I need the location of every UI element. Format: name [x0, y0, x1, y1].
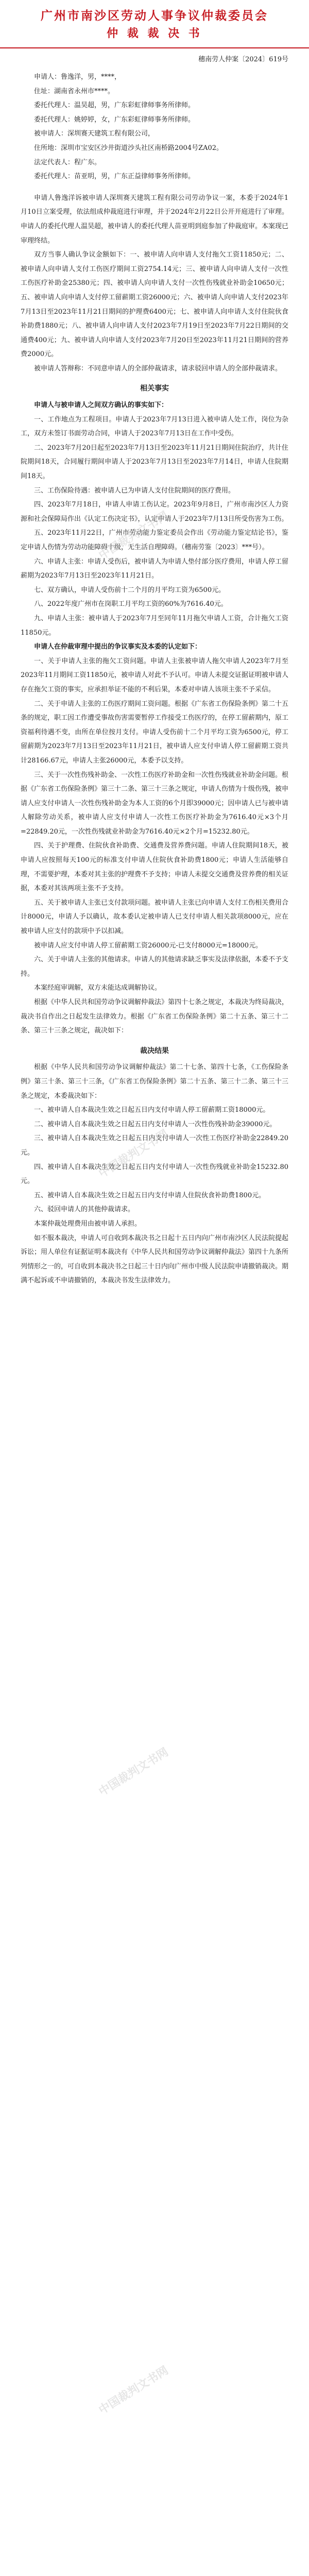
body-paragraph: 九、申请人主张：被申请人于2023年7月至同年11月拖欠申请人工资，合计拖欠工资11850元。 [21, 614, 288, 637]
body-paragraph: 二、被申请人自本裁决生效之日起五日内支付申请人一次性伤残补助金39000元。 [34, 1120, 277, 1128]
body-paragraph: 三、工伤保险待遇：被申请人已为申请人支付住院期间的医疗费用。 [34, 486, 235, 495]
body-paragraph: 二、2023年7月20日起至2023年7月13日至2023年11月21日期间住院治疗，共计住院期间18天，合同履行期间申请人于2023年7月13日至2023年7月14日，申请人住院期间18天。 [21, 444, 288, 481]
body-paragraph: 一、被申请人自本裁决生效之日起五日内支付申请人停工留薪期工资18000元。 [34, 1106, 270, 1114]
body-paragraph: 本案经庭审调解，双方未能达成调解协议。 [34, 984, 162, 992]
party-line: 申请人：鲁逸洋，男，****， [34, 73, 122, 81]
body-paragraph: 五、被申请人自本裁决生效之日起五日内支付申请人住院伙食补助费1800元。 [34, 1191, 266, 1199]
party-line: 住址：湖南省永州市****。 [34, 87, 115, 95]
body-paragraph: 六、驳回申请人的其他仲裁请求。 [34, 1206, 135, 1214]
body-paragraph: 根据《中华人民共和国劳动争议调解仲裁法》第二十七条、第四十七条，《工伤保险条例》第三十条、第三十三条，《广东省工伤保险条例》第二十五条、第三十二条、第三十三条之规定，本委裁决如下： [21, 1063, 288, 1100]
intro-paragraph: 申请人鲁逸洋诉被申请人深圳赛天建筑工程有限公司劳动争议一案，本委于2024年1月10日立案受理，依法组成仲裁庭进行审理，并于2024年2月22日公开开庭进行了审理。申请人的委托代理人温昊超，被申请人的委托代理人苗亚明到庭参加了仲裁庭审。本案现已审理终结。 [21, 194, 289, 245]
body-paragraph: 四、被申请人自本裁决生效之日起五日内支付申请人一次性伤残就业补助金15232.80元。 [21, 1163, 288, 1185]
body-paragraph: 被申请人应支付申请人停工留薪期工资26000元-已支付8000元=18000元。 [34, 941, 263, 950]
body-paragraph: 八、2022年度广州市在岗职工月平均工资的60%为7616.40元。 [34, 600, 228, 608]
case-number: 穗南劳人仲案〔2024〕619号 [198, 56, 288, 63]
body-paragraph: 一、关于申请人主张的拖欠工资问题。申请人主张被申请人拖欠申请人2023年7月至2023年11月期间工资11850元，被申请人对此不予认可。申请人未提交证据证明被申请人存在拖欠工资的事实，应承担举证不能的不利后果，本委对申请人该项主张不予采信。 [21, 657, 288, 693]
party-line: 住所地：深圳市宝安区沙井街道沙头社区南桥路2004号ZA02。 [34, 144, 224, 152]
body-paragraph: 四、2023年7月18日，申请人申请工伤认定。2023年9月8日，广州市南沙区人力资源和社会保障局作出《认定工伤决定书》，认定申请人于2023年7月13日所受伤害为工伤。 [21, 501, 288, 523]
org-title: 广州市南沙区劳动人事争议仲裁委员会 [41, 9, 268, 23]
body-paragraph: 本案仲裁处理费用由被申请人承担。 [34, 1219, 142, 1228]
body-paragraph: 三、被申请人自本裁决生效之日起五日内支付申请人一次性工伤医疗补助金22849.20元。 [21, 1134, 288, 1157]
parties-block [21, 70, 288, 184]
subsection-heading: 申请人与被申请人之间双方确认的事实如下： [34, 401, 168, 410]
body-paragraph: 七、双方确认，申请人受伤前十二个月的月平均工资为6500元。 [34, 586, 226, 594]
subsection-heading: 申请人在仲裁审理中提出的争议事实及本委的认定如下： [34, 643, 202, 651]
body-paragraph: 五、2023年11月22日，广州市劳动能力鉴定委员会作出《劳动能力鉴定结论书》，鉴定申请人伤情为劳动功能障碍十级，无生活自理障碍。（穗南劳鉴〔2023〕***号）。 [21, 529, 288, 551]
watermark: 中国裁判文书网 [96, 2363, 171, 2417]
party-line: 法定代表人：程广东。 [34, 158, 101, 166]
section-heading: 裁决结果 [140, 1046, 169, 1055]
body-paragraph: 如不服本裁决，申请人可自收到本裁决书之日起十五日内向广州市南沙区人民法院提起诉讼；用人单位有证据证明本裁决有《中华人民共和国劳动争议调解仲裁法》第四十九条所列情形之一的，可自收到本裁决书之日起三十日内向广州市中级人民法院申请撤销裁决。期满不起诉或不申请撤销的，本裁决书发生法律效力。 [21, 1234, 289, 1285]
party-line: 委托代理人：姚婷婷，女，广东彩虹律师事务所律师。 [34, 115, 195, 124]
section-heading: 相关事实 [140, 384, 169, 393]
intro-block [21, 191, 288, 376]
body-paragraph: 五、关于被申请人主张已支付款项问题。被申请人主张已向申请人支付工伤相关费用合计8000元，申请人予以确认，故本委认定被申请人已支付申请人相关款项8000元，应在被申请人应支付的款项中予以扣减。 [21, 899, 289, 936]
body-paragraph: 四、关于护理费、住院伙食补助费、交通费及营养费问题。申请人住院期间18天，被申请人应按照每天100元的标准支付申请人住院伙食补助费1800元；申请人生活能够自理，不需要护理，本委对其主张的护理费不予支持；申请人未提交交通费及营养费的相关证据，本委对其该两项主张不予支持。 [21, 842, 289, 893]
party-line: 委托代理人：温昊超，男，广东彩虹律师事务所律师。 [34, 101, 195, 110]
body-paragraph: 根据《中华人民共和国劳动争议调解仲裁法》第四十七条之规定，本裁决为终局裁决，裁决书自作出之日起发生法律效力。根据《广东省工伤保险条例》第二十五条、第三十二条、第三十三条之规定，裁决如下： [21, 998, 289, 1035]
watermark: 中国裁判文书网 [96, 509, 171, 563]
body-paragraph: 六、关于申请人主张的其他请求。申请人的其他请求缺乏事实及法律依据，本委不予支持。 [21, 956, 289, 978]
party-line: 被申请人：深圳赛天建筑工程有限公司， [34, 130, 155, 138]
watermark: 中国裁判文书网 [96, 1745, 171, 1799]
header-divider [0, 47, 309, 48]
body-paragraph: 六、申请人主张：申请人受伤后，被申请人为申请人垫付部分医疗费用，申请人停工留薪期为2023年7月13日至2023年11月21日。 [21, 557, 289, 580]
body-paragraph: 三、关于一次性伤残补助金、一次性工伤医疗补助金和一次性伤残就业补助金问题。根据《广东省工伤保险条例》第三十二条、第三十三条之规定，申请人伤情为十级伤残，被申请人应支付申请人一次性伤残补助金为本人工资的6个月即39000元；因申请人已与被申请人解除劳动关系，被申请人应支付申请人一次性工伤医疗补助金为7616.40元×3个月=22849.20元，一次性伤残就业补助金为7616.40元×2个月=15232.80元。 [21, 771, 289, 836]
party-line: 委托代理人：苗亚明，男，广东正益律师事务所律师。 [34, 173, 195, 181]
watermark: 中国裁判文书网 [96, 1127, 171, 1181]
body-paragraph: 二、关于申请人主张的工伤医疗期间工资问题。根据《广东省工伤保险条例》第二十五条的规定，职工因工作遭受事故伤害需要暂停工作接受工伤医疗的，在停工留薪期内，原工资福利待遇不变，由所在单位按月支付。申请人受伤前十二个月平均工资为6500元，停工留薪期为2023年7月13日至2023年11月21日，被申请人应支付申请人停工留薪期工资共计28166.67元，申请人主张26000元，本委予以支持。 [21, 700, 289, 765]
doc-title: 仲 裁 裁 决 书 [107, 27, 202, 40]
intro-paragraph: 双方当事人确认争议金额如下：一、被申请人向申请人支付拖欠工资11850元；二、被申请人向申请人支付工伤医疗期间工资2754.14元；三、被申请人向申请人支付一次性工伤医疗补助金25380元；四、被申请人向申请人支付一次性伤残就业补助金10650元；五、被申请人向申请人支付停工留薪期工资26000元；六、被申请人向申请人支付2023年7月13日至2023年11月21日期间的护理费6400元；七、被申请人向申请人支付住院伙食补助费1880元；八、被申请人向申请人支付2023年7月19日至2023年7月22日期间的交通费400元；九、被申请人向申请人支付2023年7月20日至2023年11月21日期间的营养费2000元。 [21, 251, 288, 359]
body-paragraph: 一、工作地点为工程项目。申请人于2023年7月13日进入被申请人处工作，岗位为杂工，双方未签订书面劳动合同，申请人于2023年7月13日在工作中受伤。 [21, 415, 288, 438]
intro-paragraph: 被申请人答辩称：不同意申请人的全部仲裁请求，请求驳回申请人的全部仲裁请求。 [34, 364, 282, 372]
body-sections [21, 382, 288, 1287]
